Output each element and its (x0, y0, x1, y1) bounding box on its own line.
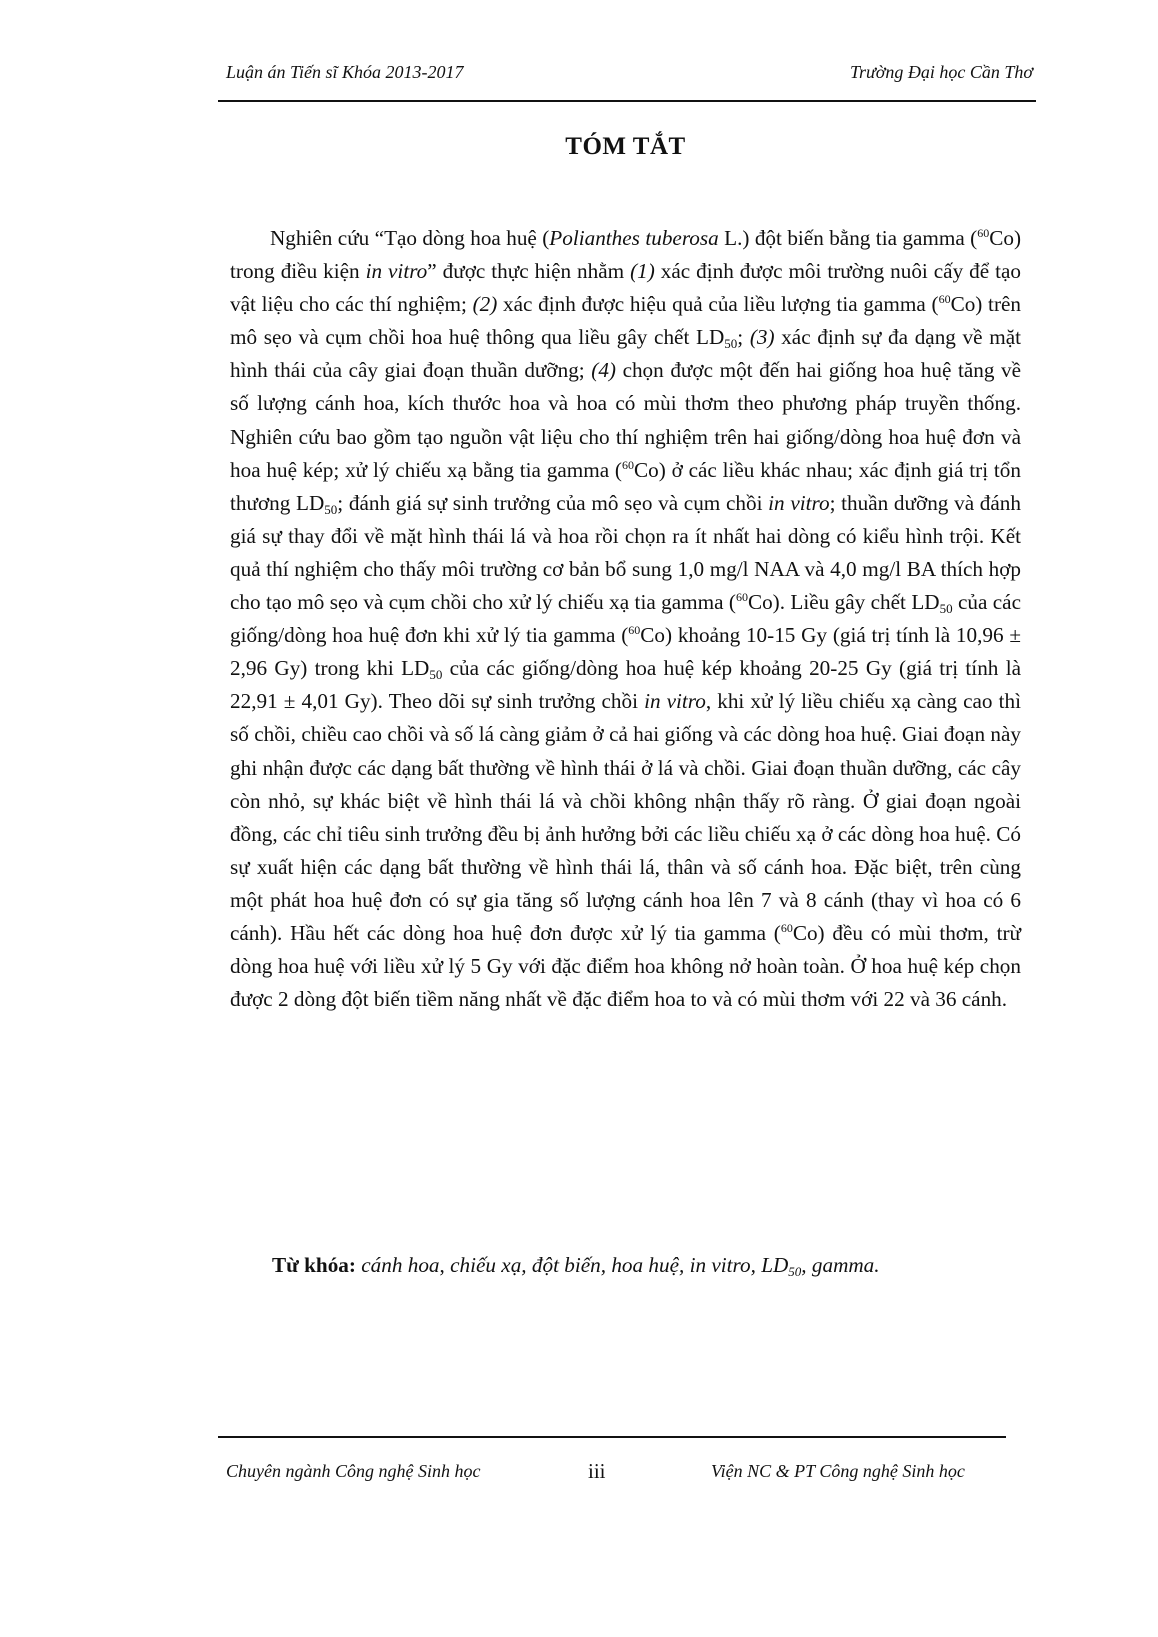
page-footer (218, 1461, 1033, 1489)
header-university: Trường Đại học Cần Thơ (849, 62, 1033, 82)
isotope-superscript: 60 (938, 292, 951, 307)
abstract-body (230, 222, 1021, 1016)
keywords-text: , gamma. (801, 1253, 880, 1277)
text-run: , khi xử lý liều chiếu xạ càng cao thì số chồi, chiều cao chồi và số lá càng giảm ở cả hai giống và các dòng hoa huệ. Giai đoạn này ghi nhận được các dạng bất thường về hình thái ở lá và chồi. Giai đoạn thuần dưỡng, các cây còn nhỏ, sự khác biệt về hình thái lá và chồi không nhận thấy rõ ràng. Ở giai đoạn ngoài đồng, các chỉ tiêu sinh trưởng đều bị ảnh hưởng bởi các liều chiếu xạ ở các dòng hoa huệ. Có sự xuất hiện các dạng bất thường về hình thái lá, thân và số cánh hoa. Đặc biệt, trên cùng một phát hoa huệ đơn có sự gia tăng số lượng cánh hoa lên 7 và 8 cánh (thay vì hoa có 6 cánh). Hầu hết các dòng hoa huệ đơn được xử lý tia gamma ( (230, 689, 1021, 945)
text-run: ; thuần dưỡng và đánh giá sự thay đổi về mặt hình thái lá và hoa rồi chọn ra ít nhất hai dòng có kiểu hình trội. Kết quả thí nghiệm cho thấy môi trường cơ bản bổ sung 1,0 mg/l NAA và 4,0 mg/l BA thích hợp cho tạo mô sẹo và cụm chồi cho xử lý chiếu xạ tia gamma ( (230, 490, 1021, 615)
text-run: xác định được hiệu quả của liều lượng tia gamma ( (497, 292, 939, 317)
text-run: chọn được một đến hai giống hoa huệ tăng về số lượng cánh hoa, kích thước hoa và hoa có mùi thơm theo phương pháp truyền thống. Nghiên cứu bao gồm tạo nguồn vật liệu cho thí nghiệm trên hai giống/dòng hoa huệ đơn và hoa huệ kép; xử lý chiếu xạ bằng tia gamma ( (230, 358, 1021, 482)
footer-major: Chuyên ngành Công nghệ Sinh học (226, 1461, 481, 1481)
text-run: Co) trong điều kiện (230, 226, 1022, 284)
isotope-superscript: 60 (628, 623, 641, 638)
ld-subscript: 50 (724, 336, 738, 352)
text-run: Nghiên cứu “Tạo dòng hoa huệ ( (270, 226, 550, 250)
objective-marker: (2) (472, 292, 498, 317)
text-run: xác định được môi trường nuôi cấy để tạo vật liệu cho các thí nghiệm; (230, 259, 1021, 317)
text-run: L.) đột biến bằng tia gamma ( (718, 226, 978, 250)
text-run: Co). Liều gây chết LD (747, 590, 940, 615)
page-title: TÓM TẮT (565, 133, 686, 160)
footer-divider (218, 1436, 1006, 1438)
objective-marker: (1) (630, 259, 655, 284)
keywords-subscript: 50 (788, 1264, 802, 1279)
text-run: của các giống/dòng hoa huệ đơn khi xử lý tia gamma ( (230, 590, 1021, 648)
keywords-line (272, 1253, 1032, 1278)
isotope-superscript: 60 (780, 920, 793, 935)
text-run: Co) khoảng 10-15 Gy (giá trị tính là 10,96 ± 2,96 Gy) trong khi LD (230, 623, 1021, 681)
text-run: ; (737, 325, 750, 350)
text-run: Co) đều có mùi thơm, trừ dòng hoa huệ với liều xử lý 5 Gy với đặc điểm hoa không nở hoàn toàn. Ở hoa huệ kép chọn được 2 dòng đột biến tiềm năng nhất về đặc điểm hoa to và có mùi thơm với 22 và 36 cánh. (230, 920, 1022, 1012)
ld-subscript: 50 (324, 501, 338, 517)
in-vitro-term: in vitro (644, 689, 706, 714)
header-thesis-info: Luận án Tiến sĩ Khóa 2013-2017 (226, 62, 464, 82)
text-run: của các giống/dòng hoa huệ kép khoảng 20-25 Gy (giá trị tính là 22,91 ± 4,01 Gy). Theo dõi sự sinh trưởng chồi (230, 656, 1021, 714)
keywords-text: chiếu xạ, đột biến, hoa huệ, in vitro, LD (450, 1253, 789, 1277)
objective-marker: (3) (749, 325, 775, 350)
page-number: iii (588, 1459, 606, 1483)
text-run: xác định sự đa dạng về mặt hình thái của cây giai đoạn thuần dưỡng; (230, 325, 1021, 383)
keywords-separator: , (439, 1253, 451, 1277)
text-run: Co) trên mô sẹo và cụm chồi hoa huệ thông qua liều gây chết LD (230, 292, 1022, 350)
ld-subscript: 50 (939, 601, 953, 617)
isotope-superscript: 60 (621, 457, 634, 472)
in-vitro-term: in vitro (768, 490, 830, 515)
text-run: Co) ở các liều khác nhau; xác định giá trị tổn thương LD (230, 457, 1021, 515)
isotope-superscript: 60 (735, 590, 748, 605)
page-header (218, 62, 1033, 92)
keywords-text: cánh hoa (355, 1253, 440, 1277)
species-name: Polianthes tuberosa (549, 226, 719, 250)
header-divider (218, 100, 1036, 102)
ld-subscript: 50 (429, 667, 443, 683)
text-run: ” được thực hiện nhằm (427, 259, 631, 284)
isotope-superscript: 60 (977, 226, 990, 240)
text-run: ; đánh giá sự sinh trưởng của mô sẹo và cụm chồi (337, 490, 769, 515)
keywords-label: Từ khóa: (272, 1253, 356, 1277)
objective-marker: (4) (591, 358, 616, 383)
footer-institute: Viện NC & PT Công nghệ Sinh học (711, 1461, 965, 1481)
in-vitro-term: in vitro (365, 259, 428, 284)
abstract-paragraph (230, 222, 1021, 1016)
